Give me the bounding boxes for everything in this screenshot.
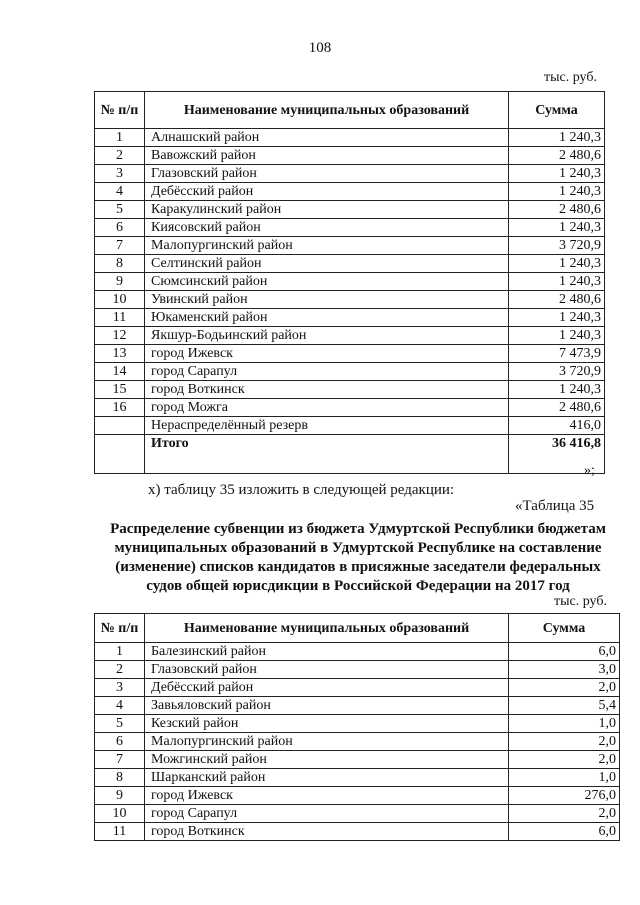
cell-name: Можгинский район [145, 751, 509, 769]
table-row [95, 309, 605, 327]
cell-num: 3 [95, 165, 145, 183]
table-row [95, 733, 620, 751]
cell-num: 7 [95, 237, 145, 255]
cell-num [95, 417, 145, 435]
total-label: Итого [145, 435, 509, 474]
cell-sum: 1 240,3 [509, 309, 605, 327]
cell-name: Каракулинский район [145, 201, 509, 219]
table-row [95, 345, 605, 363]
cell-num: 8 [95, 769, 145, 787]
cell-name: Сюмсинский район [145, 273, 509, 291]
header-sum: Сумма [509, 614, 620, 643]
table-row [95, 787, 620, 805]
table-header-row [95, 614, 620, 643]
cell-sum: 6,0 [509, 643, 620, 661]
cell-name: Селтинский район [145, 255, 509, 273]
cell-sum: 3,0 [509, 661, 620, 679]
table-row [95, 751, 620, 769]
cell-sum: 2 480,6 [509, 147, 605, 165]
cell-sum: 1,0 [509, 769, 620, 787]
header-num: № п/п [95, 92, 145, 129]
table-row [95, 255, 605, 273]
cell-num: 1 [95, 643, 145, 661]
cell-name: Увинский район [145, 291, 509, 309]
cell-num: 10 [95, 805, 145, 823]
table-row [95, 805, 620, 823]
cell-num: 13 [95, 345, 145, 363]
header-name: Наименование муниципальных образований [145, 614, 509, 643]
cell-num: 6 [95, 733, 145, 751]
cell-num: 8 [95, 255, 145, 273]
cell-name: Киясовский район [145, 219, 509, 237]
table-row [95, 201, 605, 219]
table-row [95, 363, 605, 381]
cell-name: Малопургинский район [145, 237, 509, 255]
cell-num: 15 [95, 381, 145, 399]
cell-sum: 1 240,3 [509, 219, 605, 237]
table-row [95, 769, 620, 787]
cell-sum: 2 480,6 [509, 201, 605, 219]
table-row [95, 417, 605, 435]
table-row [95, 273, 605, 291]
cell-name: Якшур-Бодьинский район [145, 327, 509, 345]
table-row [95, 183, 605, 201]
table-row [95, 715, 620, 733]
cell-sum: 1 240,3 [509, 381, 605, 399]
cell-name: Глазовский район [145, 165, 509, 183]
cell-sum: 1 240,3 [509, 273, 605, 291]
cell-num: 11 [95, 309, 145, 327]
cell-num: 11 [95, 823, 145, 841]
cell-sum: 2,0 [509, 805, 620, 823]
cell-name: Глазовский район [145, 661, 509, 679]
cell-sum: 276,0 [509, 787, 620, 805]
cell-name: город Сарапул [145, 363, 509, 381]
cell-name: Малопургинский район [145, 733, 509, 751]
table-row [95, 661, 620, 679]
table-row [95, 381, 605, 399]
cell-name: Шарканский район [145, 769, 509, 787]
cell-sum: 5,4 [509, 697, 620, 715]
table2-body [95, 643, 620, 841]
cell-num: 7 [95, 751, 145, 769]
cell-sum: 1 240,3 [509, 129, 605, 147]
cell-num: 16 [95, 399, 145, 417]
cell-name: Балезинский район [145, 643, 509, 661]
cell-sum: 1,0 [509, 715, 620, 733]
table-row [95, 327, 605, 345]
cell-sum: 416,0 [509, 417, 605, 435]
cell-name: Дебёсский район [145, 183, 509, 201]
page-number: 108 [308, 40, 332, 56]
instruction-text: х) таблицу 35 изложить в следующей редакции: [148, 482, 455, 498]
table-row [95, 399, 605, 417]
closing-quote: »; [584, 463, 595, 478]
cell-name: город Сарапул [145, 805, 509, 823]
cell-name: Завьяловский район [145, 697, 509, 715]
cell-num: 10 [95, 291, 145, 309]
cell-num: 14 [95, 363, 145, 381]
table-row [95, 165, 605, 183]
cell-sum: 1 240,3 [509, 183, 605, 201]
cell-name: Кезский район [145, 715, 509, 733]
cell-name: Юкаменский район [145, 309, 509, 327]
cell-num: 2 [95, 661, 145, 679]
cell-sum: 2,0 [509, 751, 620, 769]
cell-name: Дебёсский район [145, 679, 509, 697]
table-row [95, 643, 620, 661]
cell-num: 3 [95, 679, 145, 697]
cell-name: город Воткинск [145, 381, 509, 399]
cell-num: 4 [95, 183, 145, 201]
table2-heading: Распределение субвенции из бюджета Удмуртской Республики бюджетам муниципальных образований в Удмуртской Республике на составление (изменение) списков кандидатов в присяжные заседатели федеральных судов общей юрисдикции в Российской Федерации на 2017 год [110, 521, 606, 594]
budget-table-1 [94, 91, 605, 474]
table-header-row [95, 92, 605, 129]
table-row [95, 291, 605, 309]
cell-num: 4 [95, 697, 145, 715]
cell-sum: 7 473,9 [509, 345, 605, 363]
total-row [95, 435, 605, 474]
header-num: № п/п [95, 614, 145, 643]
cell-sum: 1 240,3 [509, 165, 605, 183]
cell-num: 2 [95, 147, 145, 165]
cell-num: 6 [95, 219, 145, 237]
cell-sum: 2,0 [509, 733, 620, 751]
cell-sum: 1 240,3 [509, 255, 605, 273]
cell-name: город Ижевск [145, 787, 509, 805]
table-row [95, 679, 620, 697]
cell-name: Вавожский район [145, 147, 509, 165]
table-row [95, 219, 605, 237]
cell-sum: 2 480,6 [509, 291, 605, 309]
header-name: Наименование муниципальных образований [145, 92, 509, 129]
cell-name: Алнашский район [145, 129, 509, 147]
cell-sum: 1 240,3 [509, 327, 605, 345]
table-row [95, 129, 605, 147]
header-sum: Сумма [509, 92, 605, 129]
units-label-table1: тыс. руб. [544, 70, 597, 85]
table-label: «Таблица 35 [515, 498, 595, 514]
cell-sum: 6,0 [509, 823, 620, 841]
cell-sum: 2 480,6 [509, 399, 605, 417]
units-label-table2: тыс. руб. [554, 594, 607, 609]
cell-num: 1 [95, 129, 145, 147]
total-sum: 36 416,8 [509, 435, 605, 474]
cell-num: 12 [95, 327, 145, 345]
cell-sum: 2,0 [509, 679, 620, 697]
cell-name: Нераспределённый резерв [145, 417, 509, 435]
cell-num: 9 [95, 787, 145, 805]
cell-num: 9 [95, 273, 145, 291]
table1-body [95, 129, 605, 474]
table-row [95, 697, 620, 715]
cell-name: город Можга [145, 399, 509, 417]
cell-num: 5 [95, 201, 145, 219]
cell-sum: 3 720,9 [509, 237, 605, 255]
cell-num: 5 [95, 715, 145, 733]
table-row [95, 237, 605, 255]
cell-name: город Воткинск [145, 823, 509, 841]
budget-table-2 [94, 613, 620, 841]
cell-name: город Ижевск [145, 345, 509, 363]
table-row [95, 147, 605, 165]
table-row [95, 823, 620, 841]
cell-sum: 3 720,9 [509, 363, 605, 381]
cell-num [95, 435, 145, 474]
